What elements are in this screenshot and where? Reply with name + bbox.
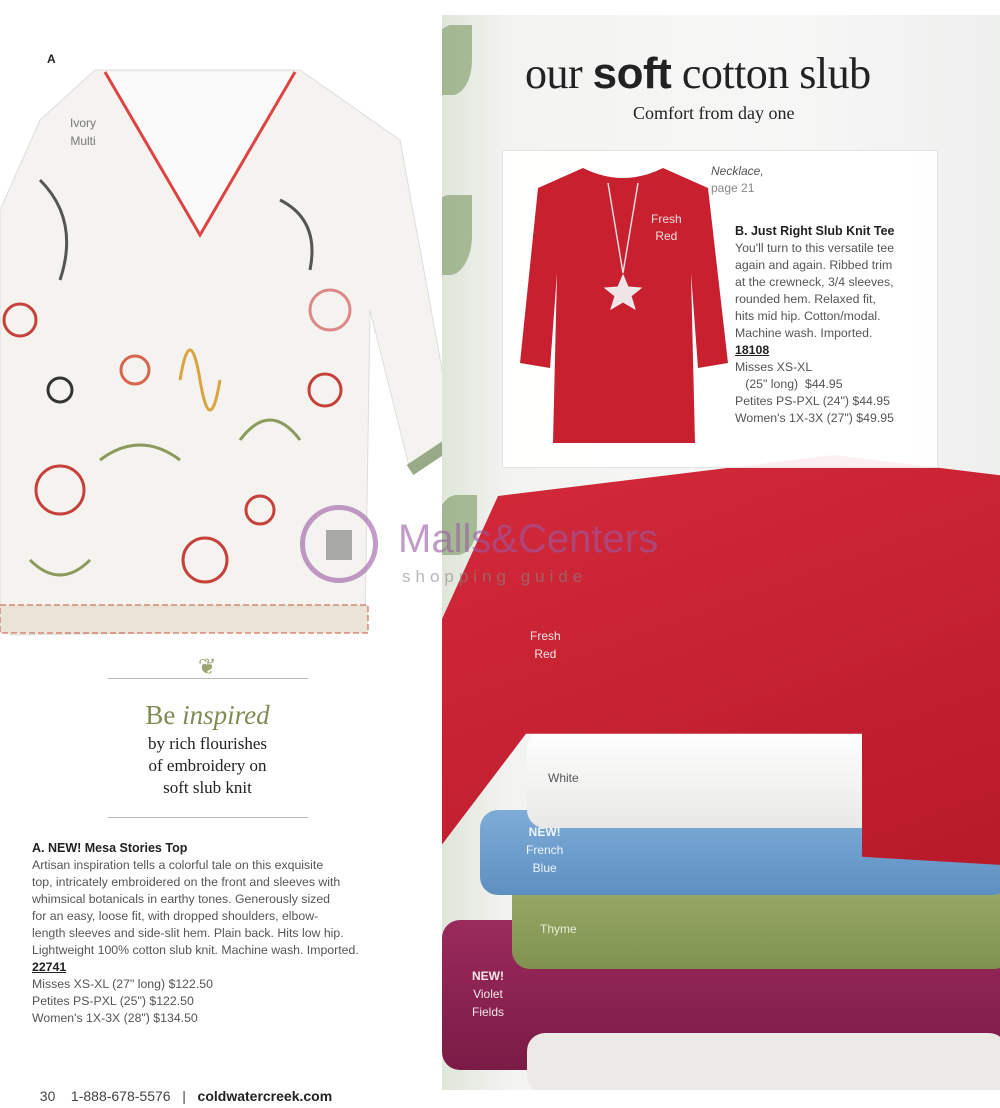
label-new: NEW!	[528, 825, 561, 839]
label-french: French	[526, 843, 564, 857]
shopping-bag-pin-icon	[300, 505, 378, 583]
desc-line: length sleeves and side-slit hem. Plain back. Hits low hip.	[32, 926, 344, 940]
price-line: Misses XS-XL (27" long) $122.50	[32, 977, 213, 991]
watermark-name: Malls&Centers	[398, 517, 659, 561]
label-thyme: Thyme	[540, 922, 577, 936]
color-label-multi: Multi	[70, 134, 96, 148]
inspired-line: by rich flourishes	[148, 734, 267, 753]
letter-a: A	[47, 52, 56, 66]
color-red: Red	[655, 229, 678, 243]
label-white: White	[548, 771, 579, 785]
product-b-card	[502, 150, 938, 468]
product-a-title: A. NEW! Mesa Stories Top	[32, 841, 188, 855]
price-line: Petites PS-PXL (24") $44.95	[735, 394, 890, 408]
price-line: (25" long) $44.95	[735, 377, 843, 391]
desc-line: hits mid hip. Cotton/modal.	[735, 309, 881, 323]
desc-line: Lightweight 100% cotton slub knit. Machine wash. Imported.	[32, 943, 359, 957]
headline-pre: our	[525, 49, 583, 98]
headline-bold: soft	[592, 49, 672, 98]
desc-line: top, intricately embroidered on the front and sleeves with	[32, 875, 341, 889]
inspired-line: soft slub knit	[163, 778, 252, 797]
desc-line: at the crewneck, 3/4 sleeves,	[735, 275, 894, 289]
be-text: Be	[145, 700, 176, 730]
desc-line: whimsical botanicals in earthy tones. Generously sized	[32, 892, 331, 906]
necklace-page: page 21	[711, 181, 755, 195]
watermark-tagline: shopping guide	[402, 567, 588, 586]
headline-post: cotton slub	[681, 49, 871, 98]
price-line: Misses XS-XL	[735, 360, 813, 374]
phone-number: 1-888-678-5576	[70, 1088, 171, 1104]
embroidered-top-image	[0, 60, 460, 645]
inspired-line: of embroidery on	[148, 756, 267, 775]
product-b-title: B. Just Right Slub Knit Tee	[735, 224, 895, 238]
page-number: 30	[39, 1088, 56, 1104]
label-fresh: Fresh	[530, 629, 561, 643]
label-fields: Fields	[472, 1005, 505, 1019]
label-blue: Blue	[532, 861, 557, 875]
desc-line: Machine wash. Imported.	[735, 326, 873, 340]
price-line: Petites PS-PXL (25") $122.50	[32, 994, 194, 1008]
desc-line: Artisan inspiration tells a colorful tale on this exquisite	[32, 858, 324, 872]
desc-line: You'll turn to this versatile tee	[735, 241, 895, 255]
necklace-note: Necklace,	[711, 164, 764, 178]
footer-separator: |	[182, 1088, 186, 1104]
wheat-icon: ❦	[198, 654, 217, 679]
product-a-sku: 22741	[32, 960, 67, 974]
label-new: NEW!	[472, 969, 504, 983]
label-violet: Violet	[473, 987, 503, 1001]
product-a-description	[32, 840, 432, 1027]
desc-line: again and again. Ribbed trim	[735, 258, 893, 272]
color-fresh: Fresh	[651, 212, 682, 226]
divider-bottom	[108, 817, 308, 818]
red-tee-image	[513, 163, 733, 445]
inspired-callout	[105, 658, 310, 799]
website-link[interactable]: coldwatercreek.com	[197, 1088, 333, 1104]
product-b-sku: 18108	[735, 343, 770, 357]
tunic-illustration	[0, 60, 460, 645]
base-white	[527, 1033, 1000, 1090]
headline	[525, 48, 871, 99]
price-line: Women's 1X-3X (27") $49.95	[735, 411, 894, 425]
desc-line: rounded hem. Relaxed fit,	[735, 292, 876, 306]
color-label-ivory: Ivory	[70, 116, 97, 130]
product-b-description	[735, 223, 935, 427]
desc-line: for an easy, loose fit, with dropped shoulders, elbow-	[32, 909, 319, 923]
label-red: Red	[534, 647, 557, 661]
subtitle: Comfort from day one	[633, 103, 795, 123]
inspired-text: inspired	[182, 700, 270, 730]
footer	[32, 1072, 332, 1104]
price-line: Women's 1X-3X (28") $134.50	[32, 1011, 198, 1025]
